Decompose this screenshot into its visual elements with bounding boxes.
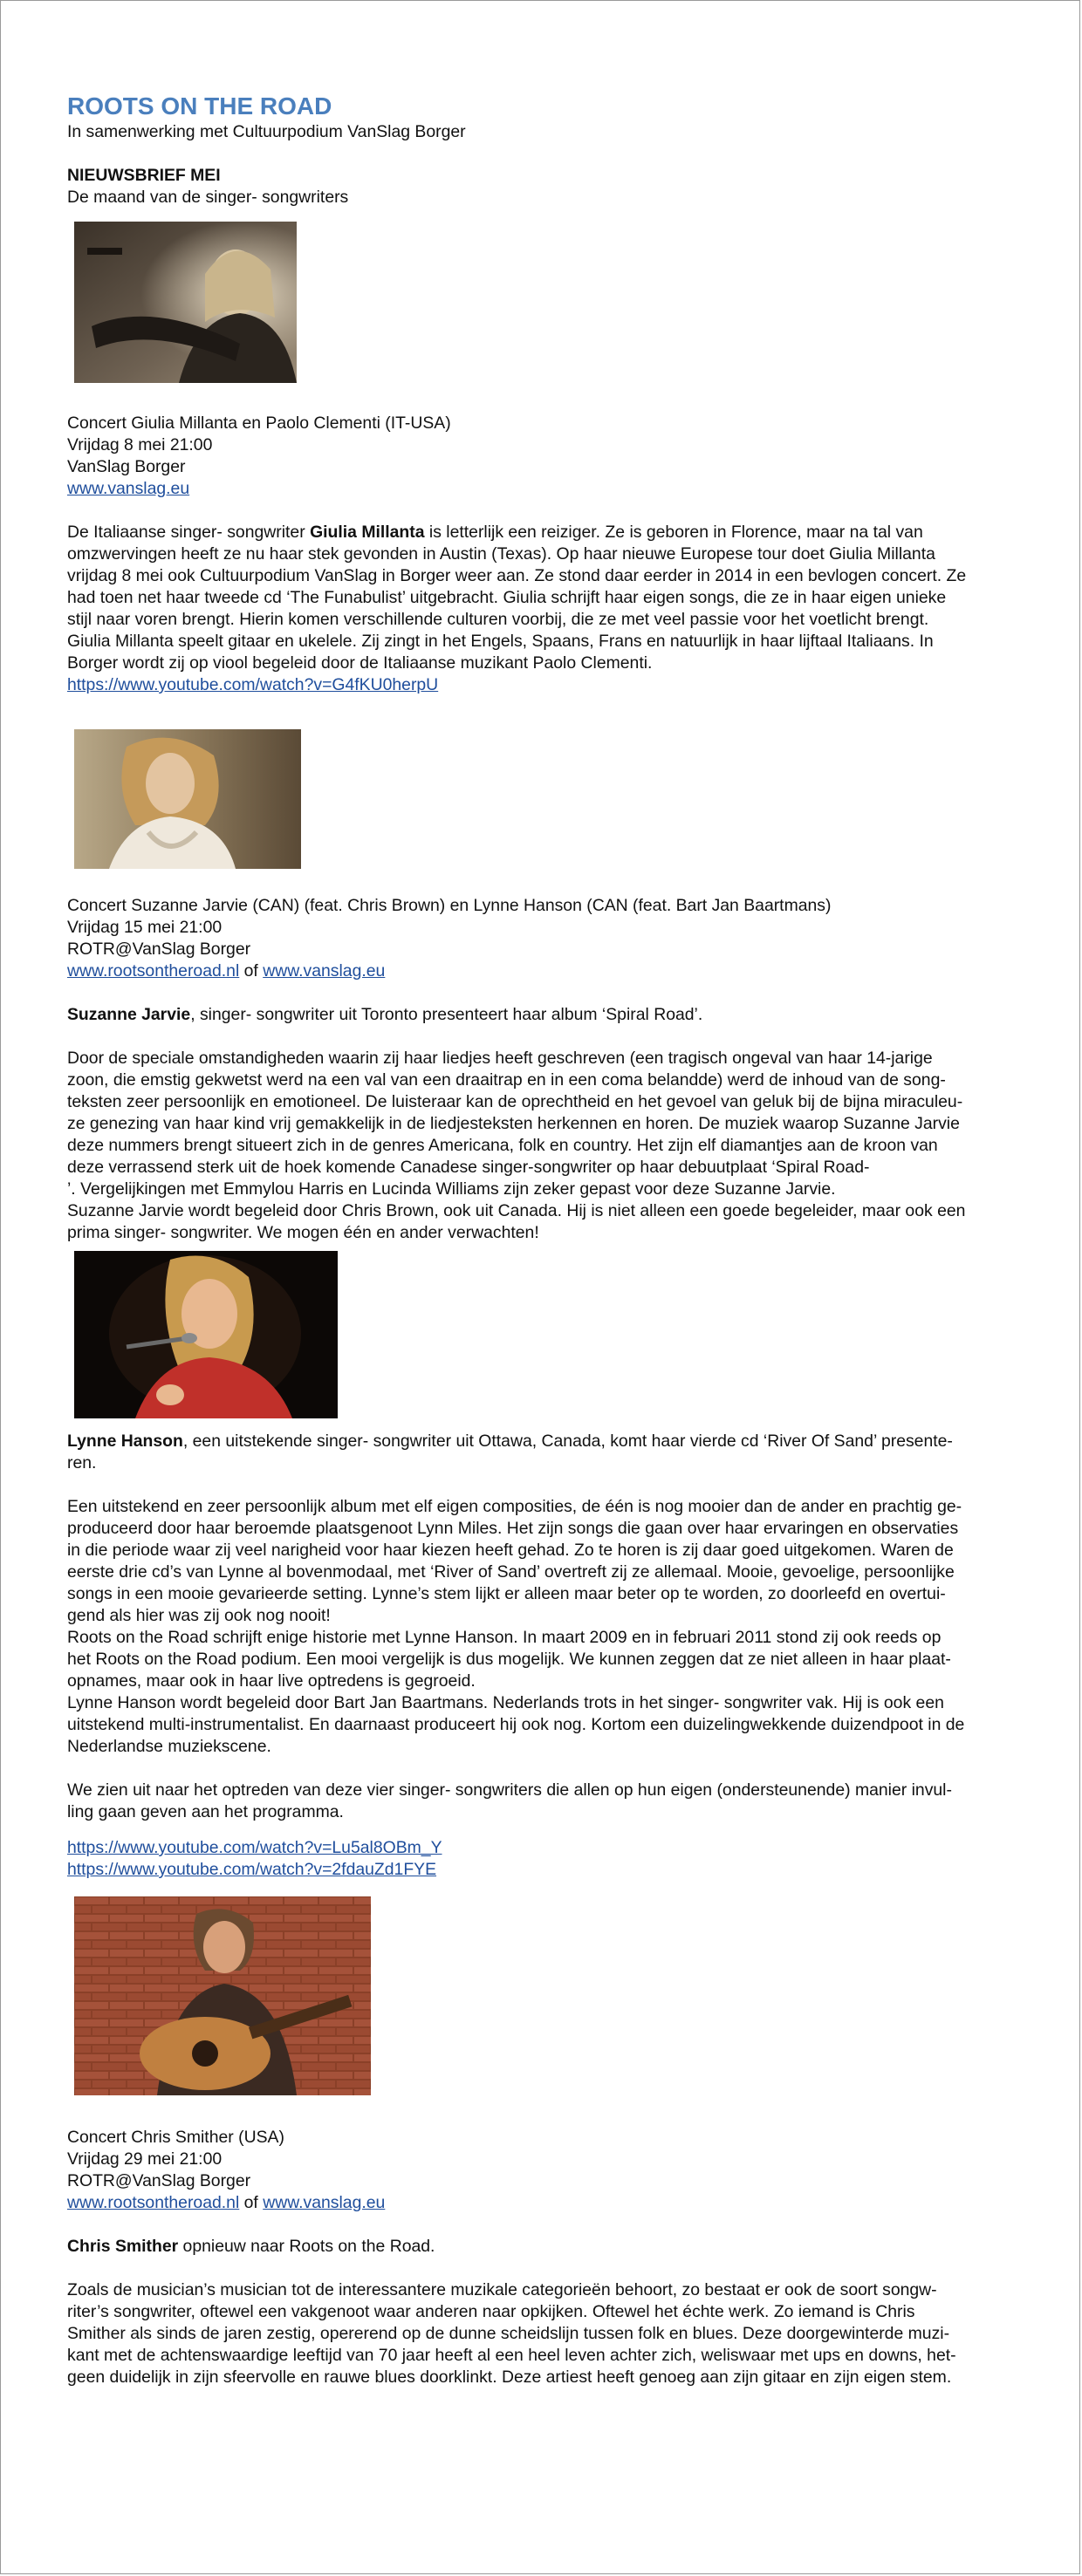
- concert2-links-of: of: [239, 961, 264, 981]
- concert1-venue: VanSlag Borger: [67, 457, 186, 476]
- lynne-desc-line: Een uitstekend en zeer persoonlijk album met elf eigen composities, de één is nog mooier dan de ander en prachtig ge-: [67, 1497, 962, 1516]
- photo-lynne-hanson: [74, 1251, 338, 1418]
- concert1-desc-line: Giulia Millanta speelt gitaar en ukelele. Zij zingt in het Engels, Spaans, Frans en natuurlijk in haar lijftaal Italiaans. In: [67, 632, 934, 651]
- lynne-desc-line: het Roots on the Road podium. Een mooi vergelijk is dus mogelijk. We kunnen zeggen dat ze niet alleen in haar plaat-: [67, 1650, 951, 1669]
- lynne-description: [67, 1496, 1037, 1758]
- newsletter-heading: NIEUWSBRIEF MEI: [67, 166, 221, 185]
- chris-intro: [67, 2236, 1037, 2258]
- closing-paragraph: [67, 1780, 1037, 1823]
- lynne-desc-line: gend als hier was zij ook nog nooit!: [67, 1606, 331, 1625]
- suzanne-desc-line: Door de speciale omstandigheden waarin zij haar liedjes heeft geschreven (een tragisch ongeval van haar 14-jarige: [67, 1049, 933, 1068]
- concert1-description: [67, 522, 1037, 674]
- concert1-desc-line: had toen net haar tweede cd ‘The Funabulist’ uitgebracht. Giulia schrijft haar eigen songs, die ze in haar eigen unieke: [67, 588, 947, 607]
- chris-intro-text: opnieuw naar Roots on the Road.: [178, 2237, 435, 2256]
- concert2-date: Vrijdag 15 mei 21:00: [67, 918, 223, 937]
- suzanne-desc-line: teksten zeer persoonlijk en emotioneel. De luisteraar kan de oprechtheid en het gevoel van geluk bij de bijna miraculeu-: [67, 1092, 963, 1111]
- concert2-youtube-link-1[interactable]: https://www.youtube.com/watch?v=Lu5al8OBm_Y: [67, 1838, 442, 1857]
- concert2-link-vanslag[interactable]: www.vanslag.eu: [263, 961, 386, 981]
- suzanne-desc-line: Suzanne Jarvie wordt begeleid door Chris Brown, ook uit Canada. Hij is niet alleen een goede begeleider, maar ook een: [67, 1201, 966, 1220]
- concert1-youtube-link[interactable]: https://www.youtube.com/watch?v=G4fKU0herpU: [67, 675, 439, 694]
- suzanne-intro: [67, 1004, 1037, 1026]
- suzanne-desc-line: deze verrassend sterk uit de hoek komende Canadese singer-songwriter op haar debuutplaat ‘Spiral Road-: [67, 1158, 870, 1177]
- concert1-title: Concert Giulia Millanta en Paolo Clementi (IT-USA): [67, 413, 451, 433]
- concert3-link-rootsontheroad[interactable]: www.rootsontheroad.nl: [67, 2193, 240, 2212]
- newsletter-content: [67, 92, 1037, 2388]
- lynne-intro-line: ren.: [67, 1453, 97, 1472]
- concert1-desc-line: Borger wordt zij op viool begeleid door de Italiaanse muzikant Paolo Clementi.: [67, 653, 653, 673]
- suzanne-name: Suzanne Jarvie: [67, 1005, 191, 1024]
- concert3-date: Vrijdag 29 mei 21:00: [67, 2149, 223, 2169]
- page-title: ROOTS ON THE ROAD: [67, 92, 332, 120]
- concert1-desc-line: stijl naar voren brengt. Hierin komen verschillende culturen voorbij, die ze met veel passie voor het voetlicht brengt.: [67, 610, 929, 629]
- suzanne-desc-line: prima singer- songwriter. We mogen één en ander verwachten!: [67, 1223, 539, 1242]
- concert1-desc-line: omzwervingen heeft ze nu haar stek gevonden in Austin (Texas). Op haar nieuwe Europese tour doet Giulia Millanta: [67, 544, 935, 564]
- concert1-date: Vrijdag 8 mei 21:00: [67, 435, 213, 454]
- photo-chris-smither: [74, 1896, 371, 2095]
- concert2-youtube-link-2[interactable]: https://www.youtube.com/watch?v=2fdauZd1FYE: [67, 1860, 437, 1879]
- concert2-title: Concert Suzanne Jarvie (CAN) (feat. Chris Brown) en Lynne Hanson (CAN (feat. Bart Jan Baartmans): [67, 896, 832, 915]
- concert2-venue: ROTR@VanSlag Borger: [67, 940, 251, 959]
- concert1-desc-line: vrijdag 8 mei ook Cultuurpodium VanSlag in Borger weer aan. Ze stond daar eerder in 2014 in een bevlogen concert. Ze: [67, 566, 967, 585]
- concert1-desc-line: is letterlijk een reiziger. Ze is geboren in Florence, maar na tal van: [424, 523, 923, 542]
- chris-name: Chris Smither: [67, 2237, 179, 2256]
- closing-line: We zien uit naar het optreden van deze vier singer- songwriters die allen op hun eigen (ondersteunende) manier invul-: [67, 1780, 952, 1800]
- lynne-desc-line: eerste drie cd’s van Lynne al bovenmodaal, met ‘River of Sand’ overtreft zij ze allemaal. Mooie, gevoelige, persoonlijke: [67, 1562, 955, 1582]
- chris-desc-line: Smither als sinds de jaren zestig, opererend op de dunne scheidslijn tussen folk en blues. Deze doorgewinterde muzi-: [67, 2324, 950, 2343]
- concert2-links: [67, 960, 1037, 982]
- lynne-intro: [67, 1431, 1037, 1474]
- subtitle: In samenwerking met Cultuurpodium VanSlag Borger: [67, 122, 466, 141]
- suzanne-description: [67, 1048, 1037, 1244]
- photo-giulia-millanta: [74, 222, 297, 383]
- concert1-desc-start: De Italiaanse singer- songwriter: [67, 523, 311, 542]
- lynne-desc-line: songs in een mooie gevarieerde setting. Lynne’s stem lijkt er alleen maar beter op te worden, zo doorleefd en overtui-: [67, 1584, 946, 1603]
- lynne-desc-line: opnames, maar ook in haar live optredens is gegroeid.: [67, 1671, 476, 1691]
- concert1-artist-name: Giulia Millanta: [310, 523, 425, 542]
- chris-description: [67, 2279, 1037, 2388]
- chris-desc-line: Zoals de musician’s musician tot de interessantere muzikale categorieën behoort, zo bestaat er ook de soort songw-: [67, 2280, 937, 2299]
- chris-desc-line: kant met de achtenswaardige leeftijd van 70 jaar heeft al een heel leven achter zich, weliswaar met ups en downs, het-: [67, 2346, 956, 2365]
- suzanne-desc-line: zoon, die emstig gekwetst werd na een val van een draaitrap en in een coma belandde) werd de inhoud van de song-: [67, 1070, 946, 1090]
- concert3-title: Concert Chris Smither (USA): [67, 2128, 284, 2147]
- chris-desc-line: geen duidelijk in zijn sfeervolle en rauwe blues doorklinkt. Deze artiest heeft genoeg aan zijn gitaar en zijn eigen stem.: [67, 2368, 952, 2387]
- lynne-intro-line: , een uitstekende singer- songwriter uit Ottawa, Canada, komt haar vierde cd ‘River Of Sand’ presente-: [182, 1431, 953, 1451]
- lynne-name: Lynne Hanson: [67, 1431, 183, 1451]
- suzanne-desc-line: deze nummers brengt situeert zich in de genres Americana, folk en country. Het zijn elf diamantjes aan de kroon van: [67, 1136, 938, 1155]
- concert3-links-of: of: [239, 2193, 264, 2212]
- lynne-desc-line: Nederlandse muziekscene.: [67, 1737, 271, 1756]
- concert3-links: [67, 2192, 1037, 2214]
- lynne-desc-line: Roots on the Road schrijft enige historie met Lynne Hanson. In maart 2009 en in februari 2011 stond zij ook reeds op: [67, 1628, 942, 1647]
- concert3-link-vanslag[interactable]: www.vanslag.eu: [263, 2193, 386, 2212]
- concert3-venue: ROTR@VanSlag Borger: [67, 2171, 251, 2190]
- suzanne-desc-line: ze genezing van haar kind vrij gemakkelijk in de liedjesteksten herkennen en horen. De muziek waarop Suzanne Jarvie: [67, 1114, 960, 1133]
- suzanne-intro-text: , singer- songwriter uit Toronto presenteert haar album ‘Spiral Road’.: [190, 1005, 703, 1024]
- newsletter-theme: De maand van de singer- songwriters: [67, 188, 349, 207]
- lynne-desc-line: in die periode waar zij veel narigheid voor haar kiezen heeft gehad. Zo te horen is zij daar goed uitgekomen. Waren de: [67, 1541, 954, 1560]
- lynne-desc-line: produceerd door haar beroemde plaatsgenoot Lynn Miles. Het zijn songs die gaan over haar ervaringen en observaties: [67, 1519, 959, 1538]
- concert1-link-vanslag[interactable]: www.vanslag.eu: [67, 479, 190, 498]
- photo-suzanne-jarvie: [74, 729, 301, 869]
- closing-line: ling gaan geven aan het programma.: [67, 1802, 344, 1821]
- chris-desc-line: riter’s songwriter, oftewel een vakgenoot waar anderen naar opkijken. Oftewel het échte werk. Zo iemand is Chris: [67, 2302, 915, 2321]
- lynne-desc-line: uitstekend multi-instrumentalist. En daarnaast produceert hij ook nog. Kortom een duizelingwekkende duizendpoot in de: [67, 1715, 965, 1734]
- lynne-desc-line: Lynne Hanson wordt begeleid door Bart Jan Baartmans. Nederlands trots in het singer- songwriter vak. Hij is ook een: [67, 1693, 944, 1712]
- concert2-link-rootsontheroad[interactable]: www.rootsontheroad.nl: [67, 961, 240, 981]
- suzanne-desc-line: ’. Vergelijkingen met Emmylou Harris en Lucinda Williams zijn zeker gepast voor deze Suzanne Jarvie.: [67, 1179, 836, 1199]
